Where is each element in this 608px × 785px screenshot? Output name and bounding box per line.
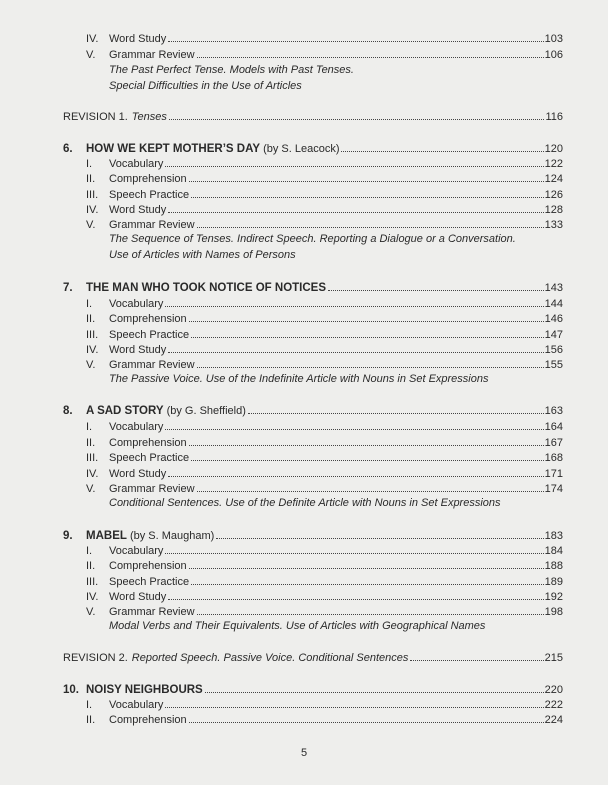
- dot-leader: [165, 552, 543, 554]
- page-ref: 164: [544, 421, 563, 433]
- toc-row: [0, 295, 608, 310]
- page-ref: 155: [544, 359, 563, 371]
- item-number: I.: [86, 298, 93, 310]
- page-ref: 147: [544, 329, 563, 341]
- dot-leader: [189, 721, 544, 723]
- item-label: Grammar Review: [109, 219, 195, 231]
- toc-row: [0, 341, 608, 356]
- toc-row: [0, 588, 608, 603]
- dot-leader: [191, 196, 544, 198]
- page-ref: 156: [544, 344, 563, 356]
- toc-row: [0, 326, 608, 341]
- page-ref: 163: [544, 405, 563, 417]
- item-label: Word Study: [109, 344, 167, 356]
- toc-row: [0, 46, 608, 61]
- page-ref: 171: [544, 468, 563, 480]
- page-ref: 184: [544, 545, 563, 557]
- chapter-number: 10.: [63, 684, 79, 696]
- dot-leader: [191, 336, 544, 338]
- dot-leader: [165, 165, 543, 167]
- item-label: Comprehension: [109, 173, 187, 185]
- item-label: Speech Practice: [109, 189, 190, 201]
- page-ref: 143: [544, 282, 563, 294]
- page-ref: 183: [544, 530, 563, 542]
- topic-note: Conditional Sentences. Use of the Definite Article with Nouns in Set Expressions: [109, 497, 501, 509]
- topic-note: Modal Verbs and Their Equivalents. Use of Articles with Geographical Names: [109, 620, 486, 632]
- dot-leader: [168, 40, 543, 42]
- page-ref: 192: [544, 591, 563, 603]
- page-ref: 198: [544, 606, 563, 618]
- dot-leader: [191, 583, 544, 585]
- chapter-title: A SAD STORY: [86, 405, 164, 417]
- page-ref: 122: [544, 158, 563, 170]
- toc-row: [0, 711, 608, 726]
- chapter-title: NOISY NEIGHBOURS: [86, 684, 203, 696]
- dot-leader: [205, 691, 544, 693]
- dot-leader: [197, 366, 544, 368]
- item-number: IV.: [86, 33, 99, 45]
- item-number: V.: [86, 49, 96, 61]
- chapter-heading: [0, 279, 608, 294]
- toc-row: [0, 542, 608, 557]
- item-number: IV.: [86, 468, 99, 480]
- dot-leader: [197, 226, 544, 228]
- item-number: III.: [86, 452, 99, 464]
- item-number: II.: [86, 560, 96, 572]
- dot-leader: [168, 475, 543, 477]
- item-label: Grammar Review: [109, 606, 195, 618]
- item-label: Word Study: [109, 591, 167, 603]
- chapter-author: (by G. Sheffield): [166, 405, 246, 417]
- item-number: III.: [86, 576, 99, 588]
- toc-row: [0, 310, 608, 325]
- item-number: III.: [86, 189, 99, 201]
- item-label: Grammar Review: [109, 359, 195, 371]
- item-number: II.: [86, 714, 96, 726]
- revision-title: Tenses: [131, 111, 167, 123]
- topic-note: The Passive Voice. Use of the Indefinite Article with Nouns in Set Expressions: [109, 373, 489, 385]
- toc-row: [0, 418, 608, 433]
- item-label: Grammar Review: [109, 49, 195, 61]
- item-number: II.: [86, 313, 96, 325]
- page-ref: 168: [544, 452, 563, 464]
- dot-leader: [410, 659, 543, 661]
- item-label: Word Study: [109, 33, 167, 45]
- item-label: Vocabulary: [109, 298, 164, 310]
- item-number: IV.: [86, 591, 99, 603]
- item-label: Comprehension: [109, 437, 187, 449]
- chapter-number: 8.: [63, 405, 73, 417]
- item-number: II.: [86, 173, 96, 185]
- page-ref: 128: [544, 204, 563, 216]
- revision-title: Reported Speech. Passive Voice. Conditional Sentences: [131, 652, 409, 664]
- page-ref: 106: [544, 49, 563, 61]
- page-ref: 103: [544, 33, 563, 45]
- item-label: Vocabulary: [109, 699, 164, 711]
- dot-leader: [168, 598, 543, 600]
- item-number: I.: [86, 699, 93, 711]
- chapter-heading: [0, 527, 608, 542]
- item-number: V.: [86, 606, 96, 618]
- page-ref: 133: [544, 219, 563, 231]
- toc-row: [0, 603, 608, 618]
- page-ref: 174: [544, 483, 563, 495]
- dot-leader: [189, 567, 544, 569]
- dot-leader: [341, 150, 543, 152]
- revision-row: [0, 108, 608, 123]
- item-label: Comprehension: [109, 560, 187, 572]
- chapter-title: MABEL: [86, 530, 127, 542]
- toc-row: [0, 155, 608, 170]
- chapter-heading: [0, 140, 608, 155]
- page-number: 5: [300, 747, 308, 759]
- toc-row: [0, 557, 608, 572]
- item-number: III.: [86, 329, 99, 341]
- dot-leader: [165, 305, 543, 307]
- dot-leader: [169, 118, 545, 120]
- dot-leader: [189, 180, 544, 182]
- item-number: II.: [86, 437, 96, 449]
- revision-prefix: REVISION 1.: [63, 111, 128, 123]
- dot-leader: [216, 537, 543, 539]
- topic-note: Use of Articles with Names of Persons: [109, 249, 296, 261]
- toc-row: [0, 170, 608, 185]
- toc-row: [0, 449, 608, 464]
- chapter-heading: [0, 402, 608, 417]
- dot-leader: [191, 459, 544, 461]
- page-ref: 144: [544, 298, 563, 310]
- item-label: Speech Practice: [109, 576, 190, 588]
- dot-leader: [197, 490, 544, 492]
- dot-leader: [168, 211, 543, 213]
- chapter-heading: [0, 681, 608, 696]
- page-ref: 215: [544, 652, 563, 664]
- item-number: V.: [86, 359, 96, 371]
- page-ref: 120: [544, 143, 563, 155]
- topic-note: The Sequence of Tenses. Indirect Speech. Reporting a Dialogue or a Conversation.: [109, 233, 516, 245]
- item-number: V.: [86, 483, 96, 495]
- page-ref: 167: [544, 437, 563, 449]
- dot-leader: [189, 320, 544, 322]
- chapter-title: HOW WE KEPT MOTHER’S DAY: [86, 143, 260, 155]
- item-label: Word Study: [109, 204, 167, 216]
- item-number: IV.: [86, 344, 99, 356]
- toc-row: [0, 201, 608, 216]
- dot-leader: [197, 56, 544, 58]
- chapter-number: 9.: [63, 530, 73, 542]
- toc-row: [0, 186, 608, 201]
- item-label: Vocabulary: [109, 545, 164, 557]
- toc-row: [0, 573, 608, 588]
- page-ref: 222: [544, 699, 563, 711]
- item-number: V.: [86, 219, 96, 231]
- revision-prefix: REVISION 2.: [63, 652, 128, 664]
- dot-leader: [197, 613, 544, 615]
- chapter-author: (by S. Leacock): [263, 143, 340, 155]
- item-number: I.: [86, 421, 93, 433]
- dot-leader: [328, 289, 544, 291]
- page-ref: 220: [544, 684, 563, 696]
- item-label: Vocabulary: [109, 421, 164, 433]
- item-label: Speech Practice: [109, 329, 190, 341]
- chapter-author: (by S. Maugham): [129, 530, 215, 542]
- item-number: IV.: [86, 204, 99, 216]
- page-ref: 116: [545, 111, 563, 123]
- toc-row: [0, 480, 608, 495]
- toc-row: [0, 434, 608, 449]
- revision-row: [0, 649, 608, 664]
- dot-leader: [189, 444, 544, 446]
- chapter-number: 7.: [63, 282, 73, 294]
- item-label: Comprehension: [109, 313, 187, 325]
- dot-leader: [168, 351, 543, 353]
- item-label: Word Study: [109, 468, 167, 480]
- dot-leader: [248, 412, 544, 414]
- dot-leader: [165, 428, 543, 430]
- item-number: I.: [86, 158, 93, 170]
- page-ref: 126: [544, 189, 563, 201]
- toc-row: [0, 465, 608, 480]
- toc-row: [0, 30, 608, 45]
- page-ref: 189: [544, 576, 563, 588]
- page-ref: 224: [544, 714, 563, 726]
- toc-row: [0, 356, 608, 371]
- toc-row: [0, 696, 608, 711]
- chapter-number: 6.: [63, 143, 73, 155]
- chapter-title: THE MAN WHO TOOK NOTICE OF NOTICES: [86, 282, 327, 294]
- page-ref: 188: [544, 560, 563, 572]
- item-label: Grammar Review: [109, 483, 195, 495]
- item-label: Speech Practice: [109, 452, 190, 464]
- item-label: Vocabulary: [109, 158, 164, 170]
- toc-row: [0, 216, 608, 231]
- topic-note: The Past Perfect Tense. Models with Past Tenses.: [109, 64, 354, 76]
- topic-note: Special Difficulties in the Use of Articles: [109, 80, 302, 92]
- dot-leader: [165, 706, 543, 708]
- page-ref: 146: [544, 313, 563, 325]
- item-label: Comprehension: [109, 714, 187, 726]
- page-ref: 124: [544, 173, 563, 185]
- item-number: I.: [86, 545, 93, 557]
